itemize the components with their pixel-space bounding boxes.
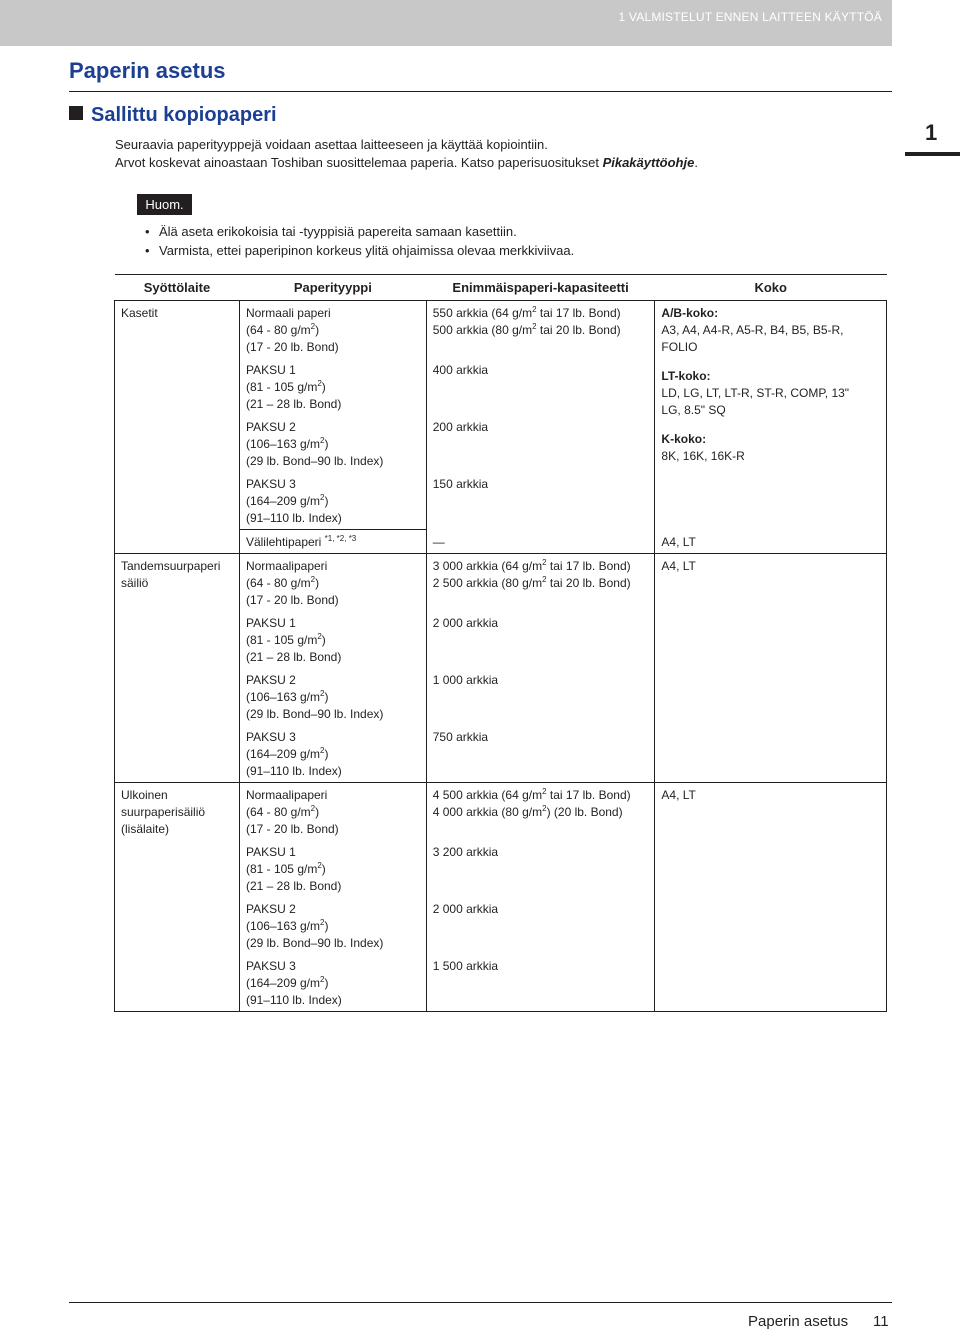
intro-text bbox=[115, 136, 698, 172]
capacity-line: 550 arkkia (64 $g/m^2$ tai 17 lb. Bond) bbox=[432, 305, 621, 320]
title-divider bbox=[69, 91, 892, 92]
chapter-banner bbox=[0, 0, 892, 46]
capacity-cell: 4 500 arkkia (64 $g/m^2$ tai 17 lb. Bond) 4 000 arkkia (80 $g/m^2$) (20 lb. Bond) bbox=[426, 783, 655, 841]
intro-line-1: Seuraavia paperityyppejä voidaan asettaa laitteeseen ja käyttää kopiointiin. bbox=[115, 137, 548, 152]
paper-type-cell: PAKSU 3 (164–209 $g/m^2$) (91–110 lb. Index) bbox=[239, 725, 426, 783]
source-cell bbox=[115, 301, 240, 530]
capacity-cell: 3 000 arkkia (64 $g/m^2$ tai 17 lb. Bond) 2 500 arkkia (80 $g/m^2$ tai 20 lb. Bond) bbox=[426, 554, 655, 612]
size-cell bbox=[655, 301, 887, 530]
paper-table bbox=[114, 274, 887, 1012]
capacity-cell: 200 arkkia bbox=[426, 415, 655, 472]
section-title: Sallittu kopiopaperi bbox=[91, 104, 277, 126]
square-bullet-icon bbox=[69, 106, 83, 120]
size-cell: A4, LT bbox=[655, 783, 887, 1012]
paper-type-cell: PAKSU 3 (164–209 $g/m^2$) (91–110 lb. Index) bbox=[239, 472, 426, 530]
note-item: • Varmista, ettei paperipinon korkeus ylitä ohjaimissa olevaa merkkiviivaa. bbox=[145, 241, 574, 260]
source-cell: Tandemsuurpaperi säiliö bbox=[115, 554, 240, 783]
intro-line-2-text: Arvot koskevat ainoastaan Toshiban suosittelemaa paperia. Katso paperisuositukset bbox=[115, 155, 603, 170]
paper-type-cell: PAKSU 1 (81 - 105 $g/m^2$) (21 – 28 lb. Bond) bbox=[239, 611, 426, 668]
table-row bbox=[115, 554, 887, 612]
paper-type-cell: Välilehtipaperi $^{*1, *2, *3}$ bbox=[239, 530, 426, 554]
paper-type-cell: PAKSU 1 (81 - 105 $g/m^2$) (21 – 28 lb. Bond) bbox=[239, 840, 426, 897]
capacity-line: 500 arkkia (80 $g/m^2$ tai 20 lb. Bond) bbox=[432, 322, 621, 337]
size-ab: A/B-koko: A3, A4, A4-R, A5-R, B4, B5, B5-R, FOLIO bbox=[661, 306, 844, 354]
source-cell bbox=[115, 530, 240, 554]
source-label: Kasetit bbox=[121, 306, 158, 320]
capacity-cell: 150 arkkia bbox=[426, 472, 655, 530]
section-heading bbox=[69, 104, 277, 127]
header-size: Koko bbox=[655, 275, 887, 301]
table-header-row bbox=[115, 275, 887, 301]
chapter-tab-number: 1 bbox=[925, 120, 938, 145]
footer-divider bbox=[69, 1302, 892, 1303]
size-k: K-koko: 8K, 16K, 16K-R bbox=[661, 432, 745, 463]
table-row bbox=[115, 530, 887, 554]
paper-type-name: Normaali paperi bbox=[245, 306, 331, 320]
size-cell: A4, LT bbox=[655, 530, 887, 554]
page-title: Paperin asetus bbox=[69, 58, 226, 83]
paper-type-cell: Normaalipaperi (64 - 80 $g/m^2$) (17 - 20 lb. Bond) bbox=[239, 554, 426, 612]
size-lt: LT-koko: LD, LG, LT, LT-R, ST-R, COMP, 13" LG, 8.5" SQ bbox=[661, 369, 850, 417]
paper-type-cell: PAKSU 2 (106–163 $g/m^2$) (29 lb. Bond–90 lb. Index) bbox=[239, 897, 426, 954]
intro-line-2-end: . bbox=[694, 155, 698, 170]
capacity-cell: — bbox=[426, 530, 655, 554]
chapter-banner-text: 1 VALMISTELUT ENNEN LAITTEEN KÄYTTÖÄ bbox=[618, 10, 882, 24]
header-paper-type: Paperityyppi bbox=[239, 275, 426, 301]
header-source: Syöttölaite bbox=[115, 275, 240, 301]
intro-line-2 bbox=[115, 154, 698, 172]
page-number: 11 bbox=[873, 1313, 889, 1330]
header-capacity: Enimmäispaperi-kapasiteetti bbox=[426, 275, 655, 301]
paper-weight: (64 - 80 $g/m^2$) bbox=[245, 322, 320, 337]
size-cell: A4, LT bbox=[655, 554, 887, 783]
capacity-cell: 2 000 arkkia bbox=[426, 897, 655, 954]
capacity-cell: 400 arkkia bbox=[426, 358, 655, 415]
paper-type-cell: Normaalipaperi (64 - 80 $g/m^2$) (17 - 20 lb. Bond) bbox=[239, 783, 426, 841]
paper-type-cell: PAKSU 2 (106–163 $g/m^2$) (29 lb. Bond–90 lb. Index) bbox=[239, 668, 426, 725]
capacity-cell bbox=[426, 301, 655, 359]
paper-type-cell: PAKSU 1 (81 - 105 $g/m^2$) (21 – 28 lb. Bond) bbox=[239, 358, 426, 415]
capacity-cell: 1 000 arkkia bbox=[426, 668, 655, 725]
guide-reference: Pikakäyttöohje bbox=[602, 155, 695, 170]
capacity-cell: 750 arkkia bbox=[426, 725, 655, 783]
capacity-cell: 1 500 arkkia bbox=[426, 954, 655, 1012]
footer-title: Paperin asetus bbox=[748, 1313, 849, 1330]
table-row bbox=[115, 301, 887, 359]
note-list bbox=[145, 222, 574, 260]
source-cell: Ulkoinen suurpaperisäiliö (lisälaite) bbox=[115, 783, 240, 1012]
note-item: • Älä aseta erikokoisia tai -tyyppisiä papereita samaan kasettiin. bbox=[145, 222, 574, 241]
paper-type-cell: PAKSU 3 (164–209 $g/m^2$) (91–110 lb. Index) bbox=[239, 954, 426, 1012]
note-label: Huom. bbox=[137, 194, 192, 215]
table-row bbox=[115, 783, 887, 841]
capacity-cell: 2 000 arkkia bbox=[426, 611, 655, 668]
paper-weight-lb: (17 - 20 lb. Bond) bbox=[245, 340, 339, 354]
capacity-cell: 3 200 arkkia bbox=[426, 840, 655, 897]
paper-type-cell bbox=[239, 301, 426, 359]
paper-type-cell: PAKSU 2 (106–163 $g/m^2$) (29 lb. Bond–90 lb. Index) bbox=[239, 415, 426, 472]
